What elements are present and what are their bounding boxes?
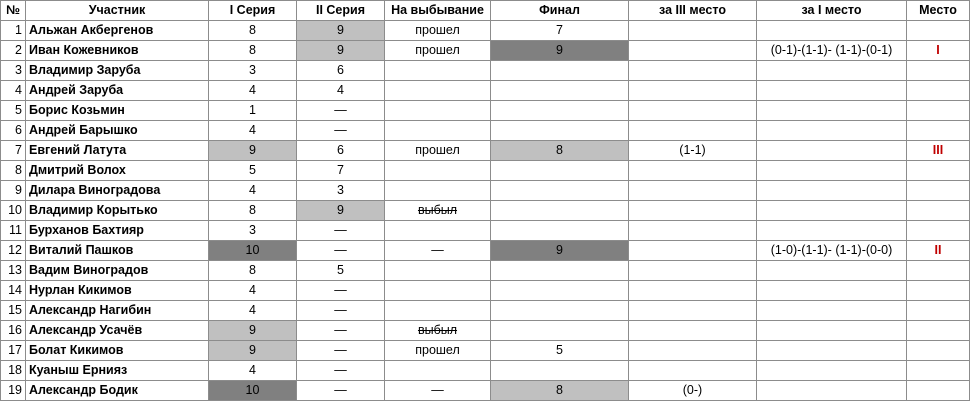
cell-third-place	[629, 81, 757, 101]
cell-first-place: (0-1)-(1-1)- (1-1)-(0-1)	[757, 41, 907, 61]
cell-series-1: 3	[209, 221, 297, 241]
cell-place	[907, 81, 970, 101]
cell-first-place	[757, 161, 907, 181]
cell-first-place: (1-0)-(1-1)- (1-1)-(0-0)	[757, 241, 907, 261]
cell-first-place	[757, 321, 907, 341]
cell-final	[491, 101, 629, 121]
cell-number: 19	[1, 381, 26, 401]
cell-series-1: 4	[209, 81, 297, 101]
table-row	[1, 221, 970, 241]
cell-number: 1	[1, 21, 26, 41]
cell-place	[907, 281, 970, 301]
cell-series-1: 8	[209, 201, 297, 221]
cell-series-2: —	[297, 321, 385, 341]
cell-name: Вадим Виноградов	[26, 261, 209, 281]
table-row	[1, 381, 970, 401]
cell-final	[491, 201, 629, 221]
cell-third-place	[629, 21, 757, 41]
cell-first-place	[757, 341, 907, 361]
table-row	[1, 321, 970, 341]
cell-number: 4	[1, 81, 26, 101]
cell-place: I	[907, 41, 970, 61]
cell-final	[491, 161, 629, 181]
cell-first-place	[757, 81, 907, 101]
cell-sudden-death	[385, 281, 491, 301]
table-row	[1, 121, 970, 141]
cell-series-1: 4	[209, 121, 297, 141]
cell-final	[491, 261, 629, 281]
cell-final	[491, 121, 629, 141]
cell-series-2: 4	[297, 81, 385, 101]
cell-series-2: 9	[297, 21, 385, 41]
cell-sudden-death	[385, 181, 491, 201]
cell-third-place	[629, 321, 757, 341]
cell-place	[907, 361, 970, 381]
cell-name: Дилара Виноградова	[26, 181, 209, 201]
cell-number: 8	[1, 161, 26, 181]
cell-sudden-death	[385, 161, 491, 181]
cell-first-place	[757, 121, 907, 141]
cell-first-place	[757, 301, 907, 321]
cell-third-place	[629, 361, 757, 381]
cell-name: Александр Бодик	[26, 381, 209, 401]
cell-number: 18	[1, 361, 26, 381]
header-third-place: за III место	[629, 1, 757, 21]
cell-name: Владимир Корытько	[26, 201, 209, 221]
cell-sudden-death: —	[385, 381, 491, 401]
cell-first-place	[757, 221, 907, 241]
cell-series-2: —	[297, 241, 385, 261]
cell-series-2: 9	[297, 201, 385, 221]
header-series-1: I Серия	[209, 1, 297, 21]
cell-number: 7	[1, 141, 26, 161]
cell-name: Борис Козьмин	[26, 101, 209, 121]
cell-final	[491, 321, 629, 341]
header-participant: Участник	[26, 1, 209, 21]
cell-sudden-death: прошел	[385, 41, 491, 61]
cell-third-place	[629, 281, 757, 301]
cell-number: 6	[1, 121, 26, 141]
table-row	[1, 101, 970, 121]
header-final: Финал	[491, 1, 629, 21]
cell-number: 16	[1, 321, 26, 341]
cell-final	[491, 361, 629, 381]
cell-name: Евгений Латута	[26, 141, 209, 161]
cell-sudden-death: прошел	[385, 21, 491, 41]
cell-name: Андрей Барышко	[26, 121, 209, 141]
cell-final: 8	[491, 141, 629, 161]
cell-series-2: —	[297, 221, 385, 241]
cell-final: 7	[491, 21, 629, 41]
cell-sudden-death	[385, 81, 491, 101]
cell-number: 3	[1, 61, 26, 81]
cell-name: Болат Кикимов	[26, 341, 209, 361]
header-place: Место	[907, 1, 970, 21]
table-row	[1, 61, 970, 81]
cell-sudden-death: —	[385, 241, 491, 261]
cell-place	[907, 121, 970, 141]
cell-place	[907, 341, 970, 361]
cell-series-1: 10	[209, 241, 297, 261]
cell-place	[907, 181, 970, 201]
cell-series-1: 1	[209, 101, 297, 121]
cell-sudden-death: выбыл	[385, 201, 491, 221]
cell-first-place	[757, 381, 907, 401]
cell-third-place	[629, 301, 757, 321]
cell-sudden-death	[385, 101, 491, 121]
cell-first-place	[757, 21, 907, 41]
cell-place	[907, 221, 970, 241]
cell-series-2: —	[297, 361, 385, 381]
cell-name: Владимир Заруба	[26, 61, 209, 81]
cell-series-1: 4	[209, 281, 297, 301]
cell-place	[907, 61, 970, 81]
cell-final	[491, 281, 629, 301]
cell-series-2: —	[297, 101, 385, 121]
cell-final: 9	[491, 241, 629, 261]
cell-first-place	[757, 101, 907, 121]
cell-series-1: 5	[209, 161, 297, 181]
cell-final: 5	[491, 341, 629, 361]
cell-name: Александр Усачёв	[26, 321, 209, 341]
cell-third-place	[629, 61, 757, 81]
cell-first-place	[757, 361, 907, 381]
table-row	[1, 281, 970, 301]
cell-series-2: 9	[297, 41, 385, 61]
table-row	[1, 41, 970, 61]
cell-sudden-death: выбыл	[385, 321, 491, 341]
cell-third-place	[629, 181, 757, 201]
cell-series-1: 10	[209, 381, 297, 401]
header-row	[1, 1, 970, 21]
cell-sudden-death	[385, 301, 491, 321]
cell-place	[907, 161, 970, 181]
cell-third-place	[629, 261, 757, 281]
cell-third-place: (1-1)	[629, 141, 757, 161]
cell-sudden-death: прошел	[385, 341, 491, 361]
cell-final: 9	[491, 41, 629, 61]
cell-name: Александр Нагибин	[26, 301, 209, 321]
cell-series-1: 9	[209, 341, 297, 361]
cell-number: 11	[1, 221, 26, 241]
table-row	[1, 301, 970, 321]
header-number: №	[1, 1, 26, 21]
cell-series-1: 8	[209, 261, 297, 281]
cell-place	[907, 301, 970, 321]
cell-series-1: 4	[209, 301, 297, 321]
table-row	[1, 201, 970, 221]
cell-series-2: 6	[297, 61, 385, 81]
cell-place: III	[907, 141, 970, 161]
cell-final	[491, 61, 629, 81]
cell-series-1: 8	[209, 21, 297, 41]
cell-name: Куаныш Ернияз	[26, 361, 209, 381]
cell-sudden-death	[385, 121, 491, 141]
cell-place: II	[907, 241, 970, 261]
cell-sudden-death: прошел	[385, 141, 491, 161]
cell-series-2: —	[297, 301, 385, 321]
table-row	[1, 81, 970, 101]
cell-third-place	[629, 341, 757, 361]
table-row	[1, 21, 970, 41]
table-row	[1, 141, 970, 161]
cell-name: Виталий Пашков	[26, 241, 209, 261]
cell-number: 13	[1, 261, 26, 281]
cell-third-place	[629, 101, 757, 121]
cell-number: 14	[1, 281, 26, 301]
cell-place	[907, 261, 970, 281]
cell-number: 12	[1, 241, 26, 261]
cell-sudden-death	[385, 61, 491, 81]
cell-series-2: —	[297, 121, 385, 141]
cell-name: Андрей Заруба	[26, 81, 209, 101]
cell-name: Бурханов Бахтияр	[26, 221, 209, 241]
table-row	[1, 181, 970, 201]
cell-place	[907, 321, 970, 341]
cell-third-place	[629, 241, 757, 261]
cell-place	[907, 381, 970, 401]
cell-name: Альжан Акбергенов	[26, 21, 209, 41]
header-series-2: II Серия	[297, 1, 385, 21]
cell-place	[907, 101, 970, 121]
header-sudden-death: На выбывание	[385, 1, 491, 21]
cell-third-place	[629, 41, 757, 61]
cell-series-1: 3	[209, 61, 297, 81]
cell-final: 8	[491, 381, 629, 401]
cell-final	[491, 81, 629, 101]
cell-third-place	[629, 201, 757, 221]
table-row	[1, 361, 970, 381]
cell-name: Иван Кожевников	[26, 41, 209, 61]
cell-series-1: 9	[209, 321, 297, 341]
cell-first-place	[757, 141, 907, 161]
cell-series-2: —	[297, 281, 385, 301]
cell-final	[491, 301, 629, 321]
table-row	[1, 161, 970, 181]
cell-series-2: —	[297, 381, 385, 401]
cell-third-place	[629, 121, 757, 141]
cell-series-2: 3	[297, 181, 385, 201]
cell-number: 9	[1, 181, 26, 201]
cell-place	[907, 201, 970, 221]
table-row	[1, 341, 970, 361]
cell-first-place	[757, 181, 907, 201]
cell-sudden-death	[385, 261, 491, 281]
cell-number: 17	[1, 341, 26, 361]
cell-series-1: 4	[209, 361, 297, 381]
cell-number: 15	[1, 301, 26, 321]
table-row	[1, 241, 970, 261]
header-first-place: за I место	[757, 1, 907, 21]
cell-series-2: 7	[297, 161, 385, 181]
cell-third-place	[629, 161, 757, 181]
cell-series-2: 5	[297, 261, 385, 281]
cell-final	[491, 221, 629, 241]
cell-number: 2	[1, 41, 26, 61]
table-row	[1, 261, 970, 281]
cell-name: Нурлан Кикимов	[26, 281, 209, 301]
cell-sudden-death	[385, 361, 491, 381]
cell-series-1: 9	[209, 141, 297, 161]
cell-number: 5	[1, 101, 26, 121]
cell-final	[491, 181, 629, 201]
cell-first-place	[757, 281, 907, 301]
cell-first-place	[757, 201, 907, 221]
cell-first-place	[757, 261, 907, 281]
cell-sudden-death	[385, 221, 491, 241]
cell-series-1: 8	[209, 41, 297, 61]
cell-first-place	[757, 61, 907, 81]
cell-name: Дмитрий Волох	[26, 161, 209, 181]
cell-number: 10	[1, 201, 26, 221]
cell-series-2: —	[297, 341, 385, 361]
cell-third-place	[629, 221, 757, 241]
cell-third-place: (0-)	[629, 381, 757, 401]
cell-series-1: 4	[209, 181, 297, 201]
cell-place	[907, 21, 970, 41]
cell-series-2: 6	[297, 141, 385, 161]
